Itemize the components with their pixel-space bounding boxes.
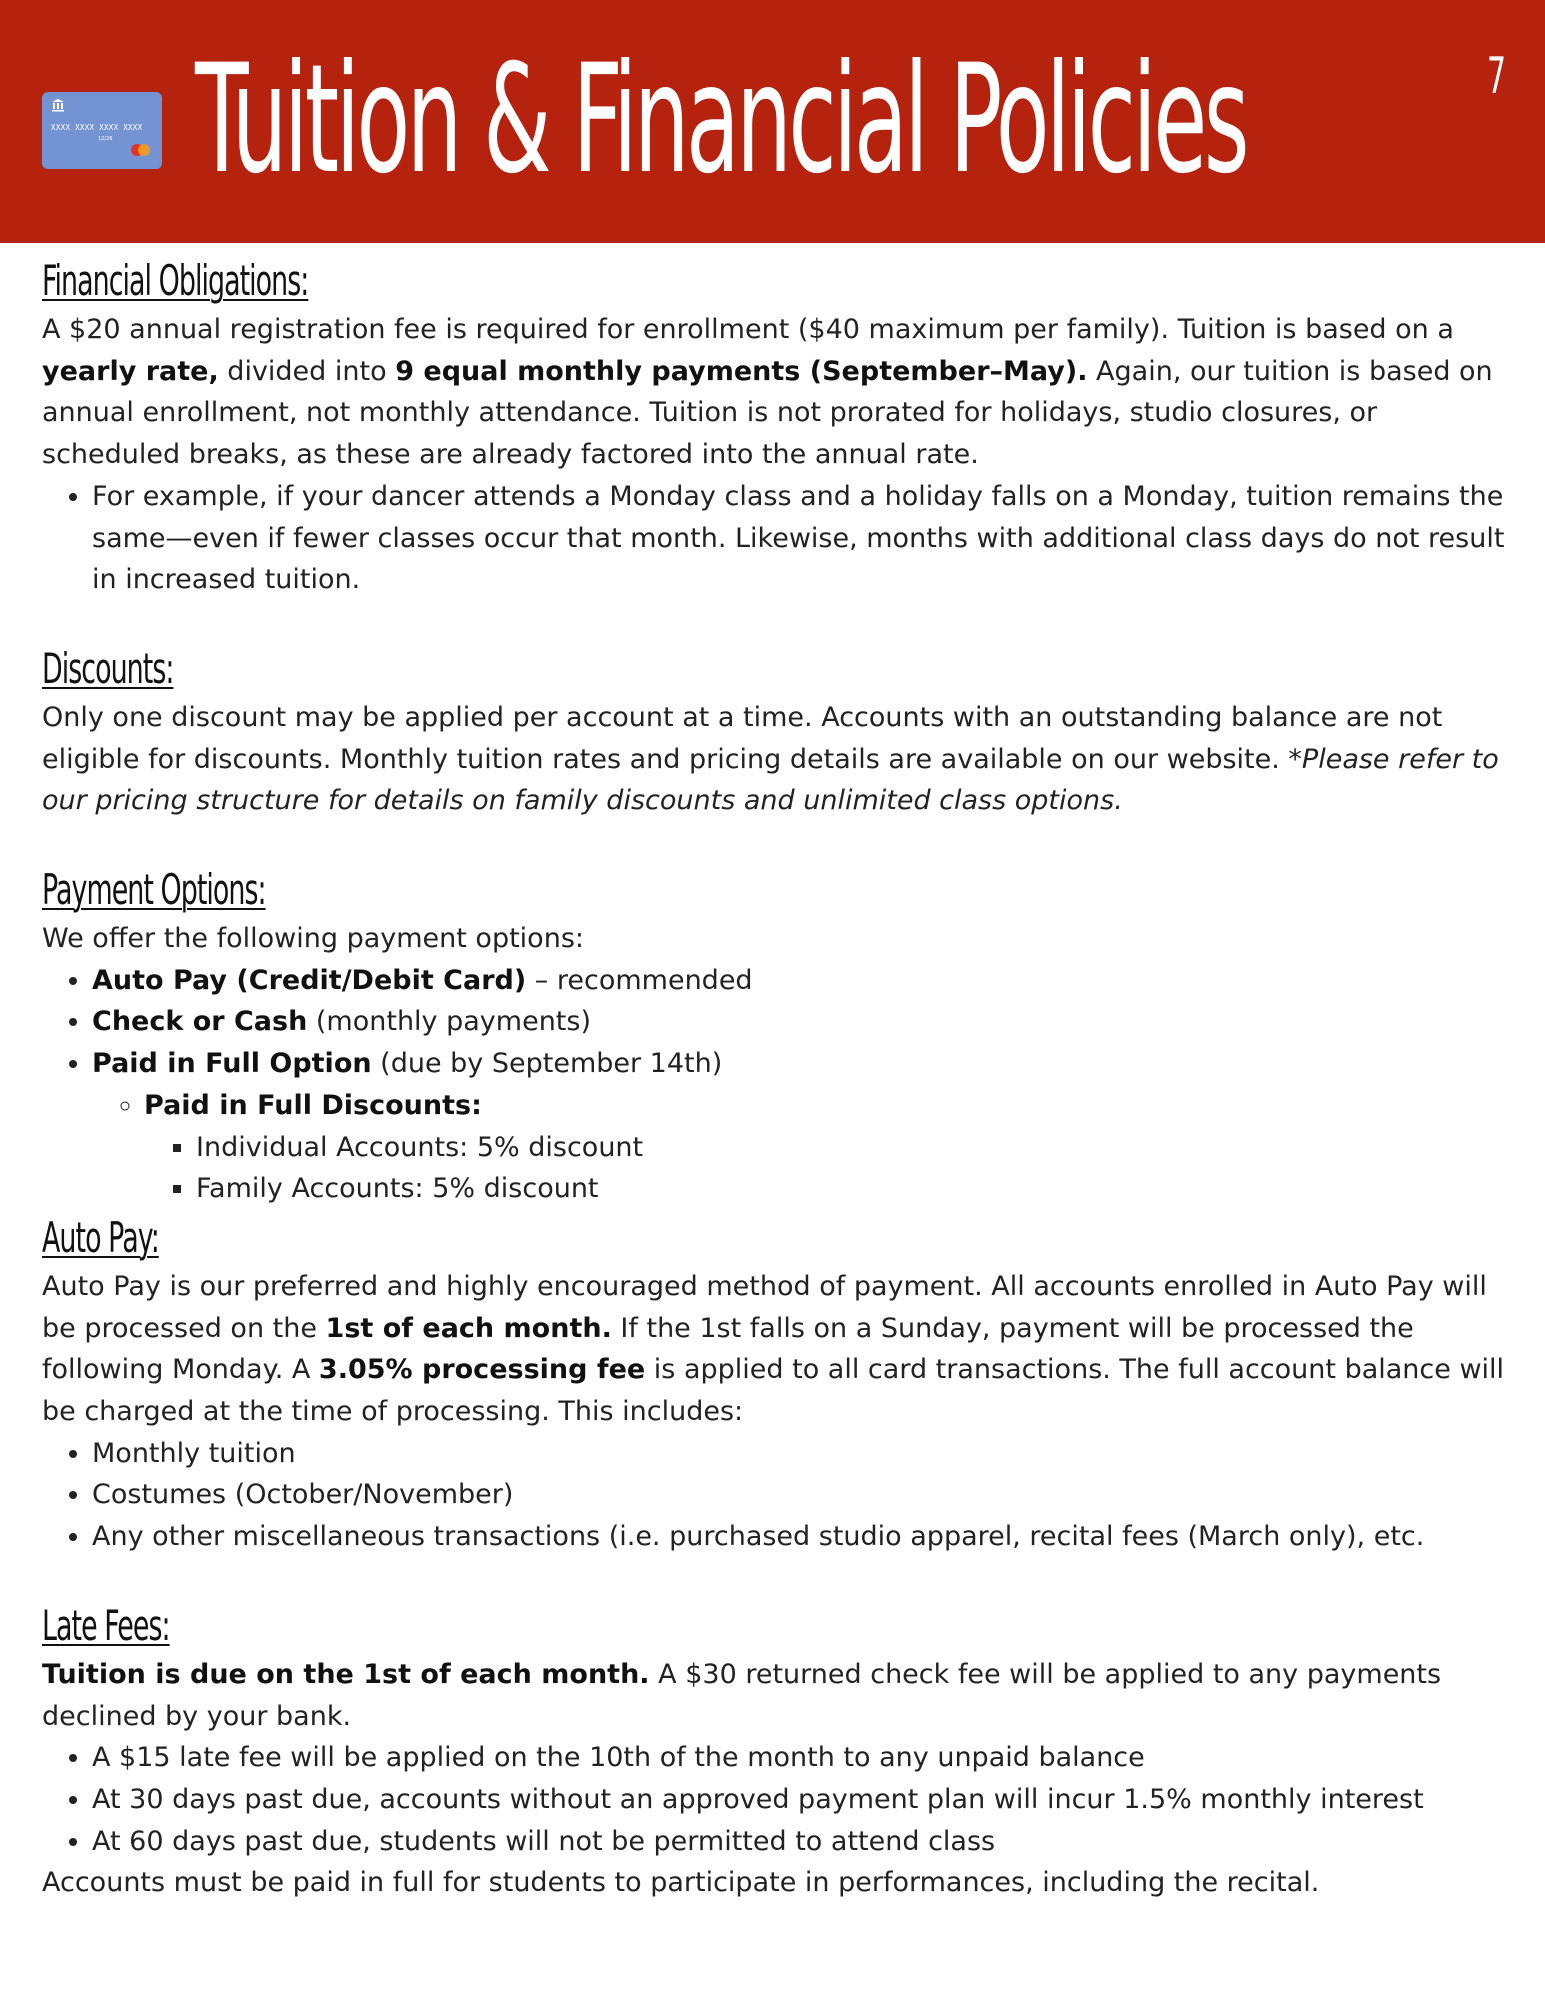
paragraph-text: A $20 annual registration fee is required for enrollment ($40 maximum per family). Tuition is based on a <box>42 314 1454 345</box>
card-expiry: 12/26 <box>98 136 113 142</box>
paragraph-text: Only one discount may be applied per account at a time. Accounts with an outstanding balance are not eligible for discounts. Monthly tuition rates and pricing details are available on our website. <box>42 701 1443 775</box>
list-item <box>144 1085 1512 1210</box>
bold-text: Tuition is due on the 1st of each month. <box>42 1658 650 1690</box>
list-item <box>92 1043 1512 1210</box>
auto-pay-heading: Auto Pay: <box>42 1212 159 1262</box>
discounts-section <box>42 641 1512 822</box>
auto-pay-list <box>42 1433 1512 1558</box>
financial-obligations-paragraph <box>42 309 1512 476</box>
list-item <box>92 1001 1512 1043</box>
list-item: • Any other miscellaneous transactions (i.e. purchased studio apparel, recital fees (March only), etc. <box>92 1516 1512 1558</box>
paragraph-text: A $30 returned check fee will be applied to any payments declined by your bank. <box>42 1658 1442 1732</box>
list-item: • A $15 late fee will be applied on the 10th of the month to any unpaid balance <box>92 1737 1512 1779</box>
list-item: ▪ Family Accounts: 5% discount <box>196 1168 1512 1210</box>
discounts-heading: Discounts: <box>42 643 174 693</box>
item-text: (monthly payments) <box>307 1006 591 1038</box>
header-banner <box>0 0 1545 243</box>
list-item: ▪ Individual Accounts: 5% discount <box>196 1127 1512 1169</box>
bold-text: Auto Pay (Credit/Debit Card) <box>92 964 527 996</box>
paragraph-text: Again, our tuition is based on annual enrollment, not monthly attendance. Tuition is not prorated for holidays, studio closures, or scheduled breaks, as these are already factored into the annual rate. <box>42 355 1493 471</box>
paragraph-text: is applied to all card transactions. The full account balance will be charged at the time of processing. This includes: <box>42 1354 1505 1428</box>
bold-text: yearly rate, <box>42 355 219 387</box>
page-title: Tuition & Financial Policies <box>195 33 1246 207</box>
paragraph-text: divided into <box>218 355 396 387</box>
financial-obligations-section <box>42 253 1512 601</box>
paragraph-text: If the 1st falls on a Sunday, payment will be processed the following Monday. A <box>42 1312 1414 1386</box>
auto-pay-section <box>42 1210 1512 1558</box>
card-brand-icon <box>129 142 153 158</box>
list-item: • Costumes (October/November) <box>92 1474 1512 1516</box>
paragraph-text: Auto Pay is our preferred and highly encouraged method of payment. All accounts enrolled in Auto Pay will be processed on the <box>42 1270 1487 1344</box>
late-fees-paragraph <box>42 1654 1512 1737</box>
list-item: • At 30 days past due, accounts without an approved payment plan will incur 1.5% monthly interest <box>92 1779 1512 1821</box>
italic-note: *Please refer to our pricing structure for details on family discounts and unlimited class options. <box>42 743 1499 817</box>
paid-in-full-list <box>92 1085 1512 1210</box>
list-item: • At 60 days past due, students will not be permitted to attend class <box>92 1821 1512 1863</box>
spacer <box>42 1558 1512 1598</box>
credit-card-icon <box>42 92 162 169</box>
list-item: • For example, if your dancer attends a Monday class and a holiday falls on a Monday, tuition remains the same—even if fewer classes occur that month. Likewise, months with additional class days do not result in increased tuition. <box>92 476 1512 601</box>
list-item: • Monthly tuition <box>92 1433 1512 1475</box>
bold-text: 9 equal monthly payments (September–May). <box>395 355 1088 387</box>
bank-icon <box>51 98 65 112</box>
payment-options-list <box>42 960 1512 1210</box>
late-fees-heading: Late Fees: <box>42 1600 170 1650</box>
bold-text: Paid in Full Option <box>92 1048 372 1080</box>
late-fees-closing: Accounts must be paid in full for students to participate in performances, including the recital. <box>42 1867 1320 1899</box>
spacer <box>42 601 1512 641</box>
late-fees-list <box>42 1737 1512 1862</box>
item-text: (due by September 14th) <box>371 1048 723 1080</box>
item-text: – recommended <box>526 964 753 996</box>
bold-text: Paid in Full Discounts: <box>144 1089 482 1121</box>
list-item <box>92 960 1512 1002</box>
spacer <box>42 822 1512 862</box>
bold-text: 3.05% processing fee <box>318 1354 646 1386</box>
financial-obligations-list <box>42 476 1512 601</box>
payment-options-section <box>42 862 1512 1210</box>
payment-options-intro: We offer the following payment options: <box>42 923 584 955</box>
paid-in-full-discounts-list <box>144 1127 1512 1210</box>
page-number: 7 <box>1487 47 1507 105</box>
bold-text: 1st of each month. <box>325 1312 612 1344</box>
late-fees-section <box>42 1598 1512 1904</box>
payment-options-heading: Payment Options: <box>42 865 266 915</box>
policy-content <box>42 253 1512 1904</box>
card-number: XXXX XXXX XXXX XXXX <box>51 123 143 132</box>
discounts-paragraph <box>42 697 1512 822</box>
financial-obligations-heading: Financial Obligations: <box>42 256 309 305</box>
auto-pay-paragraph <box>42 1266 1512 1433</box>
bold-text: Check or Cash <box>92 1006 308 1038</box>
